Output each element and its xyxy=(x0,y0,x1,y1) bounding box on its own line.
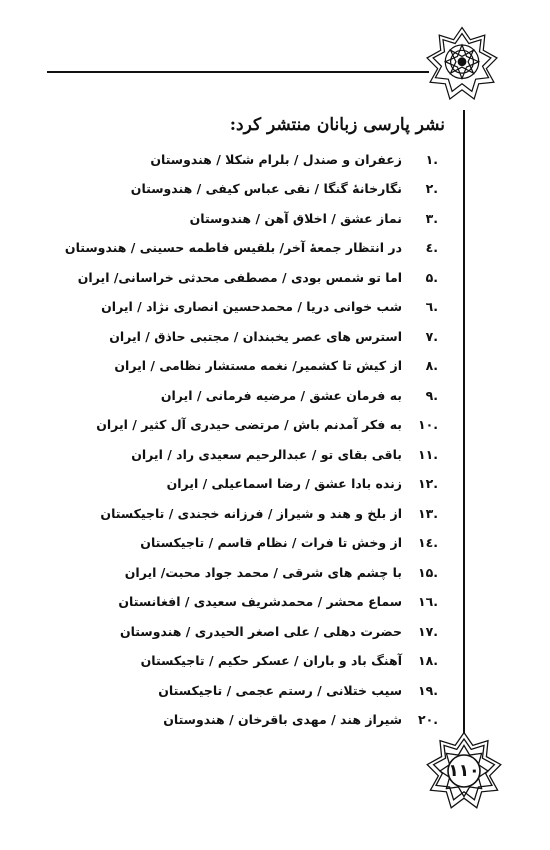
item-text: در انتظار جمعهٔ آخر/ بلقیس فاطمه حسینی / هندوستان xyxy=(64,240,402,255)
item-number: .۹ xyxy=(425,388,438,403)
item-number: .۷ xyxy=(425,329,438,344)
item-text: سماع محشر / محمدشریف سعیدی / افغانستان xyxy=(118,594,402,609)
item-number: .۱۰ xyxy=(417,417,438,432)
item-number: .۱۷ xyxy=(417,624,438,639)
item-number: .۱۳ xyxy=(417,506,438,521)
item-text: شیراز هند / مهدی باقرخان / هندوستان xyxy=(163,712,402,727)
item-number: .۱۸ xyxy=(417,653,438,668)
item-text: سیب ختلانی / رستم عجمی / تاجیکستان xyxy=(158,683,402,698)
item-text: به فرمان عشق / مرضیه فرمانی / ایران xyxy=(160,388,402,403)
item-text: از کیش تا کشمیر/ نغمه مستشار نظامی / ایران xyxy=(114,358,402,373)
item-number: .۳ xyxy=(425,211,438,226)
item-text: شب خوانی دریا / محمدحسین انصاری نژاد / ایران xyxy=(101,299,402,314)
item-number: .۱۱ xyxy=(417,447,438,462)
item-text: آهنگ باد و باران / عسکر حکیم / تاجیکستان xyxy=(140,653,402,668)
item-number: .۱۲ xyxy=(417,476,438,491)
item-text: اما تو شمس بودی / مصطفی محدثی خراسانی/ ایران xyxy=(77,270,402,285)
item-text: زنده بادا عشق / رضا اسماعیلی / ایران xyxy=(166,476,402,491)
item-number: .۵ xyxy=(425,270,438,285)
item-text: نگارخانهٔ گنگا / نقی عباس کیفی / هندوستان xyxy=(130,181,402,196)
item-text: نماز عشق / اخلاق آهن / هندوستان xyxy=(189,211,402,226)
item-number: .۱٦ xyxy=(417,594,438,609)
item-number: .۱٤ xyxy=(417,535,438,550)
item-number: .۸ xyxy=(425,358,438,373)
item-text: با چشم های شرقی / محمد جواد محبت/ ایران xyxy=(124,565,402,580)
item-text: استرس های عصر یخبندان / مجتبی حاذق / ایران xyxy=(109,329,402,344)
ornament-top-icon xyxy=(424,26,500,102)
item-text: از وخش تا فرات / نظام قاسم / تاجیکستان xyxy=(140,535,402,550)
item-number: .۲۰ xyxy=(417,712,438,727)
item-number: .۱۹ xyxy=(417,683,438,698)
item-number: .۱ xyxy=(425,152,438,167)
item-number: .٤ xyxy=(425,240,438,255)
item-text: از بلخ و هند و شیراز / فرزانه خجندی / تاجیکستان xyxy=(100,506,402,521)
item-number: .٦ xyxy=(425,299,438,314)
page-number: ۱۱۰ xyxy=(448,761,480,781)
top-rule xyxy=(47,71,429,73)
item-text: زعفران و صندل / بلرام شکلا / هندوستان xyxy=(150,152,402,167)
side-rule xyxy=(463,110,465,736)
item-number: .۱۵ xyxy=(417,565,438,580)
list-heading: نشر پارسی زبانان منتشر کرد: xyxy=(229,115,445,135)
item-text: باقی بقای تو / عبدالرحیم سعیدی راد / ایران xyxy=(131,447,402,462)
item-text: حضرت دهلی / علی اصغر الحیدری / هندوستان xyxy=(119,624,402,639)
item-text: به فکر آمدنم باش / مرتضی حیدری آل کثیر / ایران xyxy=(96,417,402,432)
item-number: .۲ xyxy=(425,181,438,196)
